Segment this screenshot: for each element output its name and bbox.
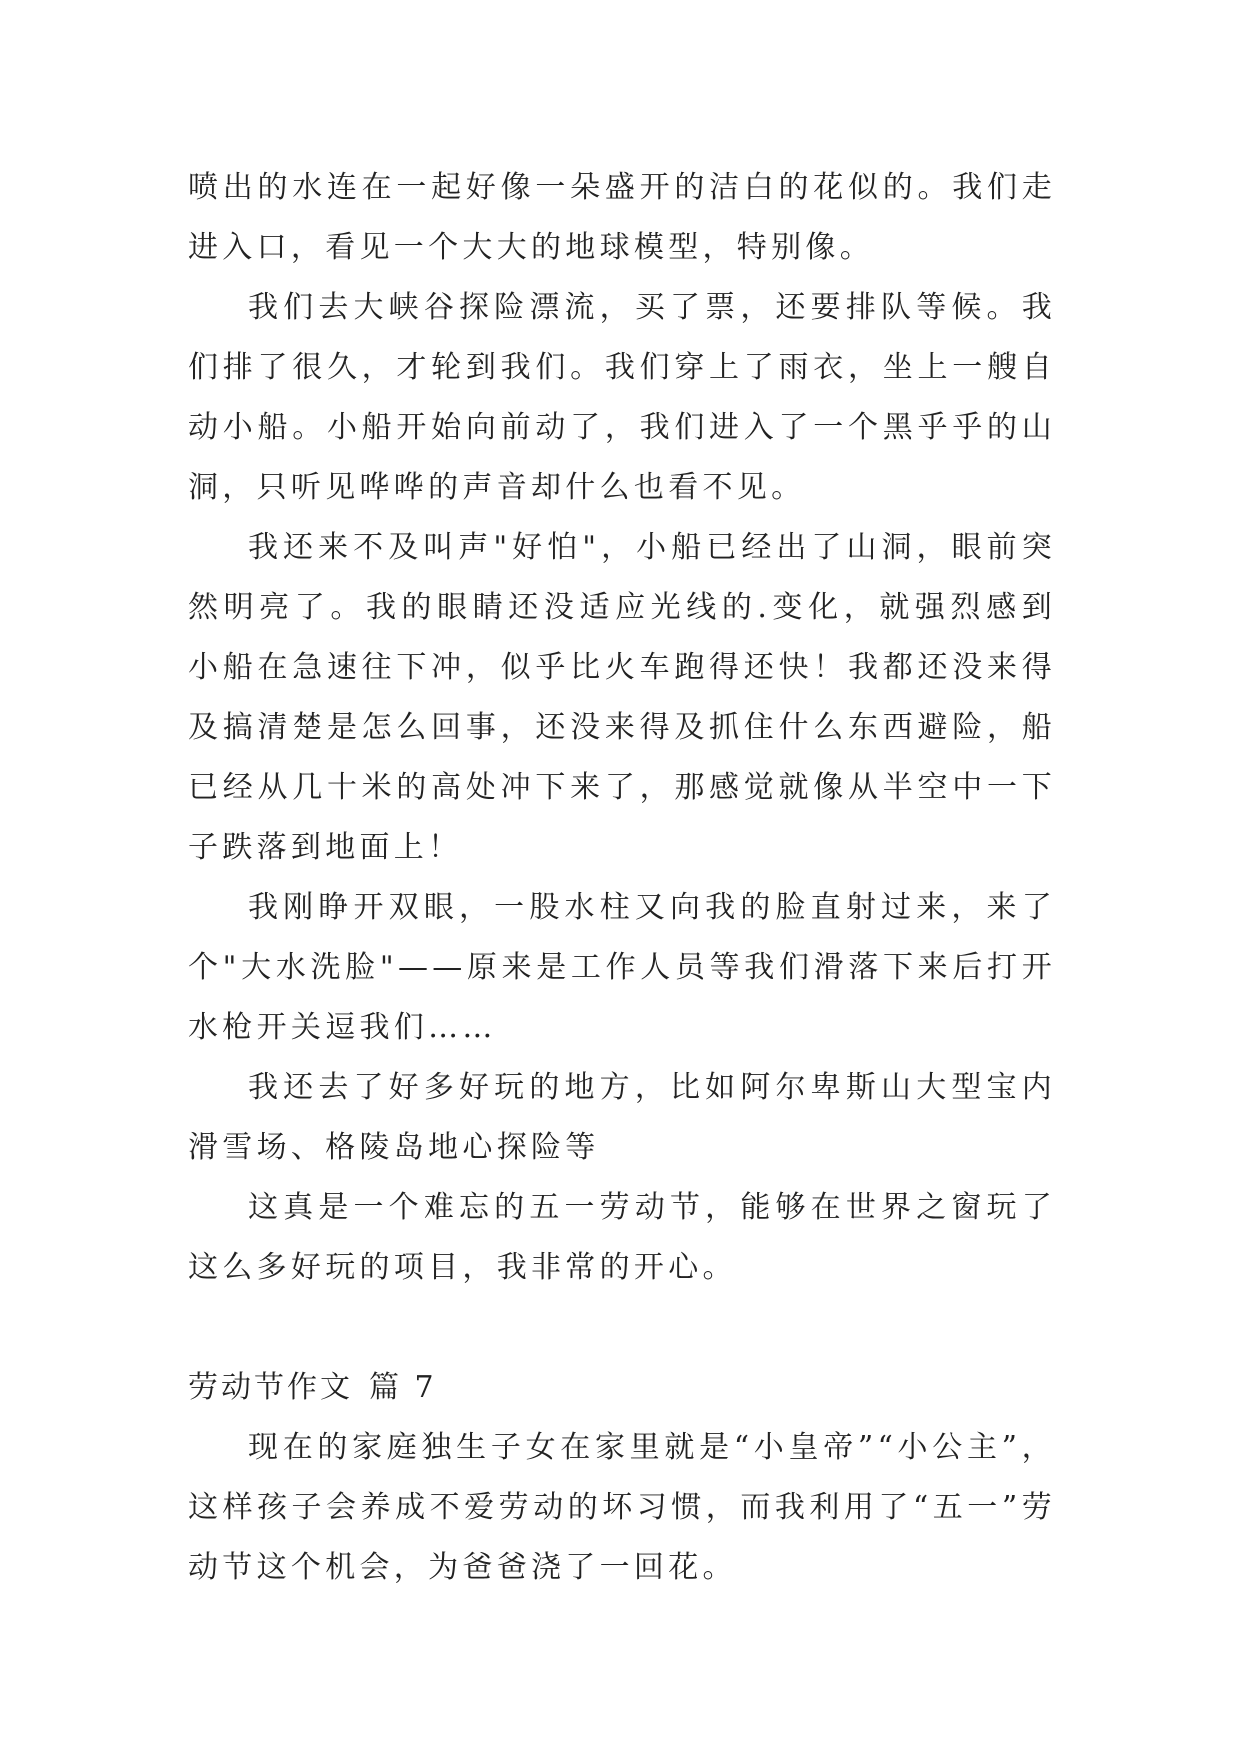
paragraph-6: 这真是一个难忘的五一劳动节，能够在世界之窗玩了这么多好玩的项目，我非常的开心。: [188, 1190, 1056, 1285]
paragraph-4: 我刚睁开双眼，一股水柱又向我的脸直射过来，来了个"大水洗脸"——原来是工作人员等我们滑落下来后打开水枪开关逗我们……: [188, 890, 1056, 1045]
document-page: [188, 158, 1056, 1598]
paragraph-1: 喷出的水连在一起好像一朵盛开的洁白的花似的。我们走进入口，看见一个大大的地球模型，特别像。: [188, 170, 1056, 265]
section-title: 劳动节作文: [188, 1370, 353, 1405]
paragraph-7: 现在的家庭独生子女在家里就是“小皇帝”“小公主”，这样孩子会养成不爱劳动的坏习惯，而我利用了“五一”劳动节这个机会，为爸爸浇了一回花。: [188, 1430, 1056, 1585]
section-number: 篇 7: [369, 1370, 437, 1405]
paragraph-2: 我们去大峡谷探险漂流，买了票，还要排队等候。我们排了很久，才轮到我们。我们穿上了雨衣，坐上一艘自动小船。小船开始向前动了，我们进入了一个黑乎乎的山洞，只听见哗哗的声音却什么也看不见。: [188, 290, 1056, 505]
paragraph-5: 我还去了好多好玩的地方，比如阿尔卑斯山大型宝内滑雪场、格陵岛地心探险等: [188, 1070, 1056, 1165]
paragraph-3: 我还来不及叫声"好怕"，小船已经出了山洞，眼前突然明亮了。我的眼睛还没适应光线的.变化，就强烈感到小船在急速往下冲，似乎比火车跑得还快！我都还没来得及搞清楚是怎么回事，还没来得及抓住什么东西避险，船已经从几十米的高处冲下来了，那感觉就像从半空中一下子跌落到地面上！: [188, 530, 1056, 865]
section-heading: [188, 1358, 1056, 1418]
